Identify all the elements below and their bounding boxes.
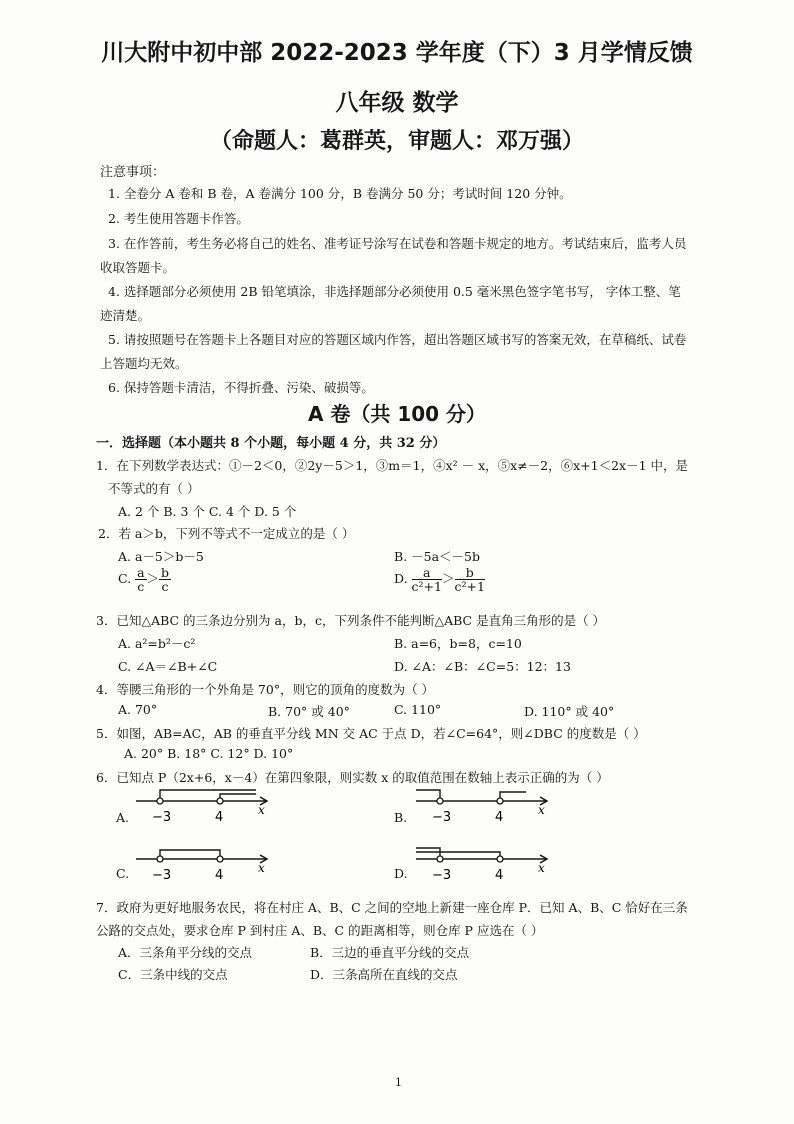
note-item: 2. 考生使用答题卡作答。: [108, 211, 249, 226]
question-2-option-c: C. $\frac{a}{c}$ ＞ $\frac{b}{c}$: [118, 565, 170, 595]
question-7-stem-cont: 公路的交点处，要求仓库 P 到村庄 A、B、C 的距离相等，则仓库 P 应选在（ ）: [96, 923, 544, 938]
note-item: 上答题均无效。: [100, 356, 188, 371]
question-5-stem: 5．如图，AB=AC，AB 的垂直平分线 MN 交 AC 于点 D，若∠C=64°，则∠DBC 的度数是（ ）: [96, 726, 646, 741]
number-line-a: [116, 784, 286, 824]
axis-var: x: [538, 861, 545, 875]
question-3-stem: 3．已知△ABC 的三条边分别为 a，b，c，下列条件不能判断△ABC 是直角三角形的是（ ）: [96, 613, 606, 628]
number-line-d: [396, 842, 566, 882]
number-line-d-label: D.: [394, 866, 408, 881]
number-line-b: [396, 784, 566, 824]
notes-title: 注意事项：: [100, 165, 166, 180]
question-1-stem: 1．在下列数学表达式：①－2＜0，②2y－5＞1，③m＝1，④x² － x，⑤x≠－2，⑥x+1＜2x－1 中，是: [96, 458, 689, 473]
number-line-c-label: C.: [116, 866, 130, 881]
exam-authors: （命题人：葛群英，审题人：邓万强）: [209, 129, 584, 154]
number-line-c: [116, 842, 286, 882]
tick-label-right: 4: [215, 810, 224, 824]
note-item: 5. 请按照题号在答题卡上各题目对应的答题区域内作答，超出答题区域书写的答案无效，在草稿纸、试卷: [108, 332, 687, 347]
part-title: 一．选择题（本小题共 8 个小题，每小题 4 分，共 32 分）: [96, 436, 446, 451]
tick-label-right: 4: [495, 868, 504, 882]
question-1-stem-cont: 不等式的有（ ）: [108, 481, 200, 496]
note-item: 4. 选择题部分必须使用 2B 铅笔填涂，非选择题部分必须使用 0.5 毫米黑色签字笔书写， 字体工整、笔: [108, 284, 681, 299]
question-3-option-a: A. a²=b²－c²: [118, 636, 196, 651]
question-4-option-d: D. 110° 或 40°: [524, 704, 615, 719]
axis-var: x: [258, 861, 265, 875]
number-line-b-label: B.: [394, 810, 408, 825]
exam-title: 川大附中初中部 2022-2023 学年度（下）3 月学情反馈: [101, 40, 693, 66]
tick-label-left: −3: [432, 868, 452, 882]
tick-label-right: 4: [495, 810, 504, 824]
tick-label-right: 4: [215, 868, 224, 882]
question-4-stem: 4．等腰三角形的一个外角是 70°，则它的顶角的度数为（ ）: [96, 682, 435, 697]
number-line-a-label: A.: [116, 810, 130, 825]
question-2-option-d: D. $\frac{a}{\text{c²+1}}$ ＞ $\frac{b}{\text{c²+1}}$: [394, 565, 485, 595]
question-3-option-d: D. ∠A：∠B：∠C=5：12：13: [394, 659, 571, 674]
question-4-option-c: C. 110°: [394, 702, 442, 717]
tick-label-left: −3: [152, 810, 172, 824]
note-item: 3. 在作答前，考生务必将自己的姓名、准考证号涂写在试卷和答题卡规定的地方。考试结束后，监考人员: [108, 236, 687, 251]
tick-label-left: −3: [152, 868, 172, 882]
question-3-option-b: B. a=6，b=8，c=10: [394, 636, 522, 651]
note-item: 6. 保持答题卡清洁，不得折叠、污染、破损等。: [108, 380, 374, 395]
axis-var: x: [258, 803, 265, 817]
question-2-option-b: B. －5a＜－5b: [394, 549, 480, 564]
page-number: 1: [395, 1076, 402, 1089]
question-7-option-c: C．三条中线的交点: [118, 967, 228, 982]
tick-label-left: −3: [432, 810, 452, 824]
section-title: A 卷（共 100 分）: [307, 402, 487, 426]
question-7-stem: 7．政府为更好地服务农民，将在村庄 A、B、C 之间的空地上新建一座仓库 P．已知 A、B、C 恰好在三条: [96, 900, 688, 915]
question-6-stem: 6．已知点 P（2x+6，x－4）在第四象限，则实数 x 的取值范围在数轴上表示正确的为（ ）: [96, 770, 609, 785]
note-item: 收取答题卡。: [100, 260, 176, 275]
question-4-option-b: B. 70° 或 40°: [268, 704, 350, 719]
question-7-option-b: B．三边的垂直平分线的交点: [310, 945, 470, 960]
note-item: 1. 全卷分 A 卷和 B 卷，A 卷满分 100 分，B 卷满分 50 分；考试时间 120 分钟。: [108, 186, 572, 201]
question-7-option-a: A．三条角平分线的交点: [118, 945, 253, 960]
question-5-options: A. 20° B. 18° C. 12° D. 10°: [124, 746, 294, 761]
exam-subject: 八年级 数学: [335, 90, 459, 116]
question-3-option-c: C. ∠A＝∠B+∠C: [118, 659, 218, 674]
question-4-option-a: A. 70°: [118, 702, 158, 717]
question-7-option-d: D．三条高所在直线的交点: [310, 967, 458, 982]
question-2-stem: 2．若 a＞b，下列不等式不一定成立的是（ ）: [98, 526, 355, 541]
question-2-option-a: A. a－5＞b－5: [118, 549, 204, 564]
note-item: 迹清楚。: [100, 308, 151, 323]
axis-var: x: [538, 803, 545, 817]
question-1-options: A. 2 个 B. 3 个 C. 4 个 D. 5 个: [118, 504, 297, 519]
